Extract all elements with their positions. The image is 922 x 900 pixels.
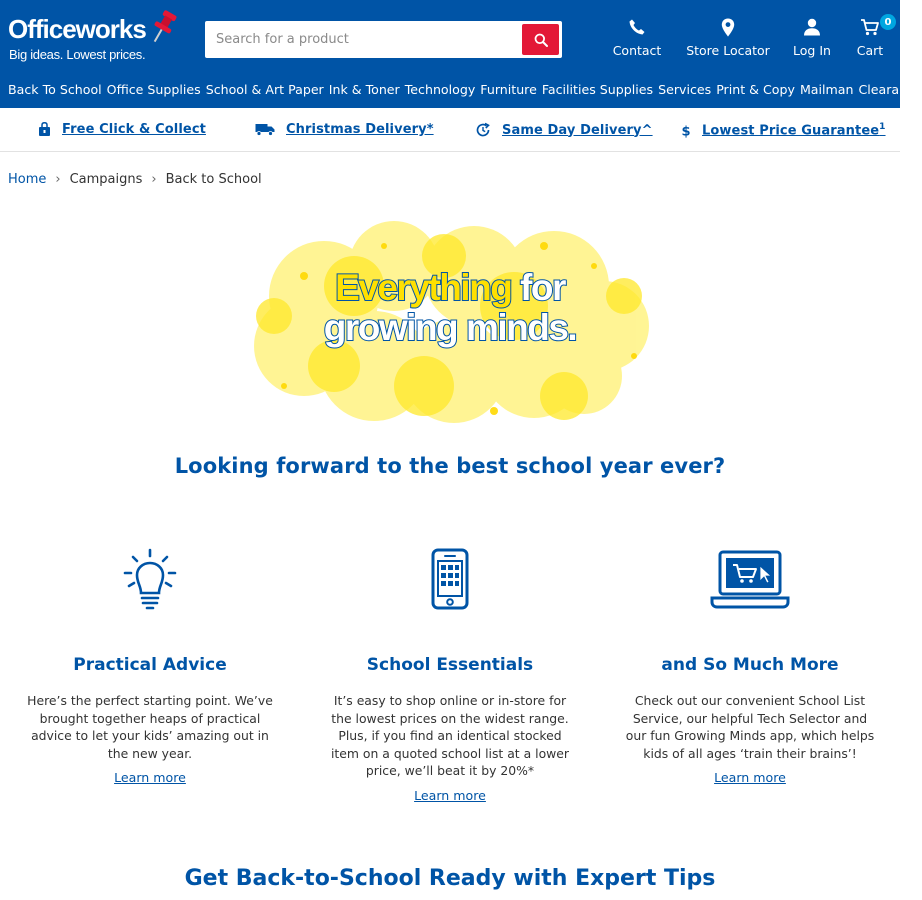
lowest-price-guarantee-label: Lowest Price Guarantee$^1$ (702, 122, 886, 139)
feature-school-essentials (300, 540, 600, 804)
user-icon (803, 18, 821, 36)
feature-description: Here’s the perfect starting point. We’ve brought together heaps of practical advice to let your kids’ amazing out in the new year. (27, 693, 273, 761)
feature-practical-advice (0, 540, 300, 786)
hero-headline (244, 268, 656, 348)
phone-icon (628, 18, 646, 36)
login-label: Log In (793, 43, 831, 58)
laptop-cart-icon (710, 550, 790, 610)
feature-description: It’s easy to shop online or in-store for the lowest prices on the widest range. Plus, if you find an identical stocked item on a quoted school list at a lower price, we’ll beat it by 20%* (330, 693, 570, 779)
cart-link[interactable] (852, 16, 892, 62)
map-pin-icon (721, 18, 735, 37)
learn-more-link[interactable]: Learn more (714, 770, 786, 786)
pushpin-icon (152, 8, 180, 52)
hero-word-for: for (520, 267, 565, 308)
breadcrumb-campaigns[interactable]: Campaigns (69, 172, 143, 187)
category-technology[interactable]: Technology (404, 82, 476, 97)
feature-title: Practical Advice (73, 655, 227, 675)
free-click-collect-label: Free Click & Collect (62, 122, 206, 137)
feature-so-much-more (600, 540, 900, 786)
category-services[interactable]: Services (658, 82, 712, 97)
learn-more-link[interactable]: Learn more (114, 770, 186, 786)
section-tagline: Looking forward to the best school year ever? (174, 454, 726, 478)
login-link[interactable] (792, 16, 832, 62)
smartphone-icon (431, 548, 469, 610)
hero-word-everything: Everything (335, 267, 512, 308)
store-locator-label: Store Locator (686, 43, 770, 58)
service-bar (0, 108, 900, 152)
hero-banner (244, 226, 656, 424)
search-input[interactable] (205, 21, 515, 58)
category-nav (8, 82, 922, 97)
category-school-art-paper[interactable]: School & Art Paper (205, 82, 324, 97)
category-mailman[interactable]: Mailman (799, 82, 854, 97)
breadcrumb-home[interactable]: Home (8, 172, 47, 187)
svg-text:$: $ (681, 124, 691, 140)
site-header (0, 0, 922, 108)
cart-count-badge: 0 (880, 14, 896, 30)
breadcrumb-separator-icon: › (151, 172, 157, 187)
search-bar (205, 21, 562, 58)
cart-icon (860, 18, 880, 36)
hero-line-growing-minds: growing minds. (323, 307, 577, 348)
logo-wordmark: Officeworks (8, 14, 146, 44)
category-print-copy[interactable]: Print & Copy (716, 82, 795, 97)
same-day-delivery-link[interactable] (475, 122, 653, 138)
breadcrumb-separator-icon: › (55, 172, 61, 187)
footnote-marker: 1 (879, 122, 886, 132)
category-clearance[interactable]: Clearance (858, 82, 922, 97)
click-collect-icon (38, 122, 51, 137)
christmas-delivery-link[interactable] (255, 122, 434, 137)
free-click-collect-link[interactable] (38, 122, 206, 137)
feature-title: and So Much More (661, 655, 839, 675)
logo-tagline: Big ideas. Lowest prices. (9, 47, 146, 62)
category-furniture[interactable]: Furniture (480, 82, 537, 97)
breadcrumb (8, 172, 262, 187)
category-back-to-school[interactable]: Back To School (8, 82, 102, 97)
category-office-supplies[interactable]: Office Supplies (106, 82, 201, 97)
search-icon (534, 33, 548, 47)
christmas-delivery-label: Christmas Delivery* (286, 122, 434, 137)
clock-refresh-icon (475, 122, 491, 138)
learn-more-link[interactable]: Learn more (414, 787, 486, 803)
category-ink-toner[interactable]: Ink & Toner (328, 82, 400, 97)
truck-icon (255, 123, 275, 136)
contact-link[interactable] (613, 16, 661, 62)
cart-label: Cart (856, 43, 884, 58)
dollar-icon (681, 123, 691, 138)
lowest-price-guarantee-link[interactable] (681, 122, 886, 138)
contact-label: Contact (612, 43, 662, 58)
category-facilities-supplies[interactable]: Facilities Supplies (541, 82, 654, 97)
feature-title: School Essentials (366, 655, 534, 675)
search-button[interactable] (522, 24, 559, 55)
breadcrumb-current: Back to School (165, 172, 262, 187)
same-day-delivery-label: Same Day Delivery^ (502, 122, 653, 138)
officeworks-logo[interactable] (8, 12, 173, 64)
lightbulb-icon (123, 548, 177, 610)
feature-description: Check out our convenient School List Service, our helpful Tech Selector and our fun Growing Minds app, which helps kids of all ages ‘train their brains’! (625, 693, 875, 761)
expert-tips-heading: Get Back-to-School Ready with Expert Tips (184, 866, 716, 891)
store-locator-link[interactable] (686, 16, 770, 62)
